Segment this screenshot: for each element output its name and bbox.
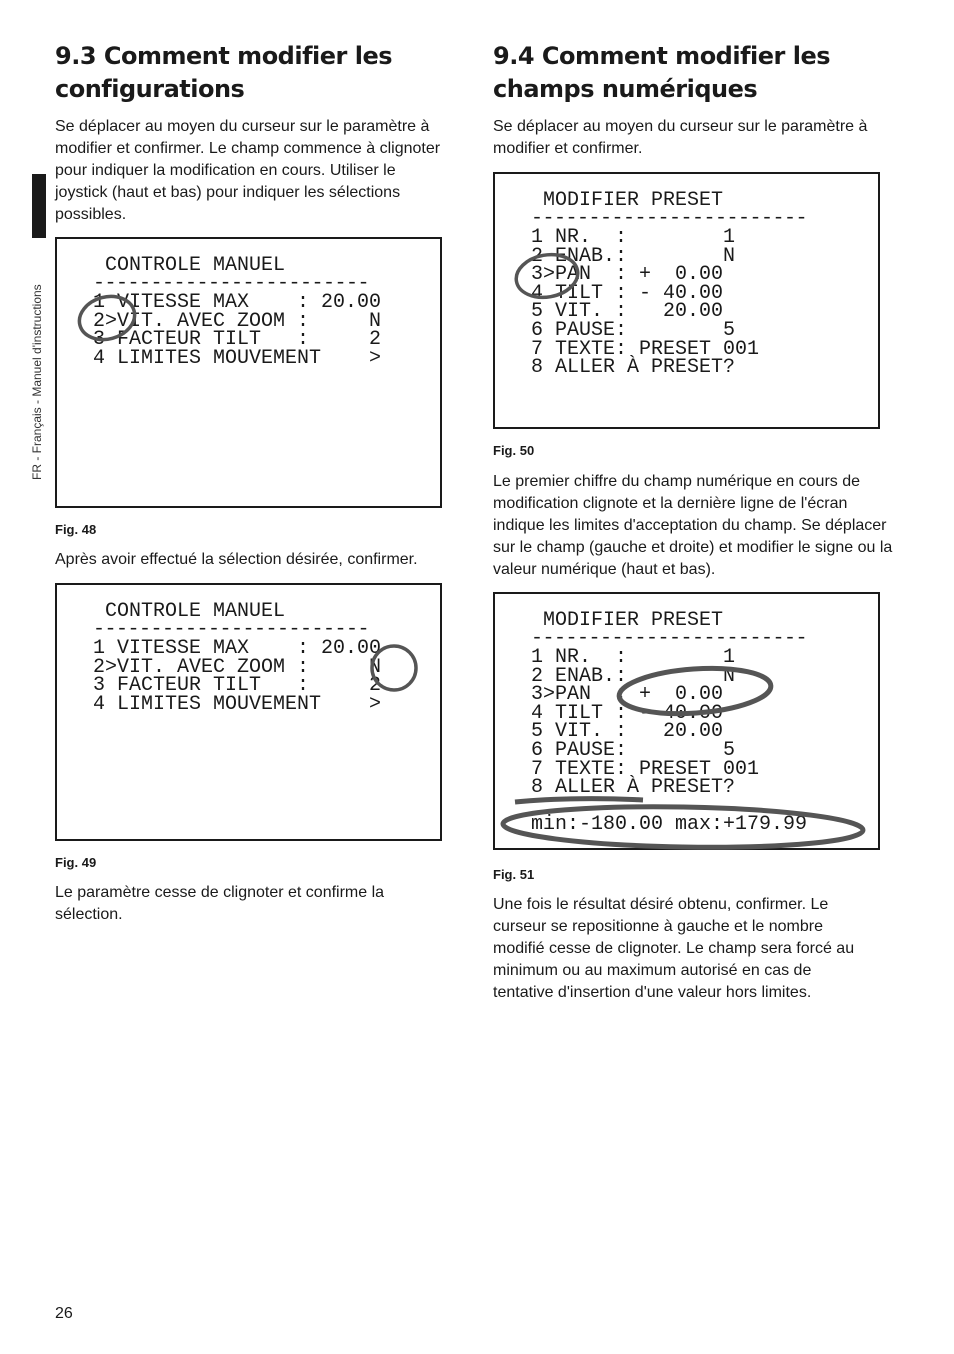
section-9-3-intro: Se déplacer au moyen du curseur sur le paramètre à modifier et confirmer. Le champ commence à clignoter pour indiquer la modification en cours. Utiliser le joystick (haut et bas) pour indiquer les sélections possibles. bbox=[55, 118, 441, 223]
fig-50-screen bbox=[493, 172, 880, 429]
section-9-3-after-select: Après avoir effectué la sélection désirée, confirmer. bbox=[55, 551, 418, 568]
fig-51-screen bbox=[493, 592, 880, 850]
screen-line-6: 6 PAUSE: 5 bbox=[531, 739, 736, 762]
heading-line-2: configurations bbox=[55, 75, 245, 103]
section-9-4-intro: Se déplacer au moyen du curseur sur le paramètre à modifier et confirmer. bbox=[493, 118, 868, 157]
screen-line-5: 5 VIT. : 20.00 bbox=[531, 300, 724, 324]
screen-title: CONTROLE MANUEL bbox=[105, 254, 286, 277]
screen-line-2: 2 ENAB.: N bbox=[531, 664, 736, 688]
screen-title: MODIFIER PRESET bbox=[543, 189, 724, 212]
screen-line-3: 3 FACTEUR TILT : 2 bbox=[93, 674, 382, 698]
screen-line-4: 4 TILT : - 40.00 bbox=[531, 281, 724, 305]
screen-line-1: 1 VITESSE MAX : 20.00 bbox=[93, 637, 382, 660]
section-9-3-conclusion: Le paramètre cesse de clignoter et confirme la sélection. bbox=[55, 884, 385, 923]
screen-line-4: 4 LIMITES MOUVEMENT > bbox=[93, 346, 382, 370]
screen-line-1: 1 NR. : 1 bbox=[531, 646, 736, 669]
heading-line-1: 9.4 Comment modifier les bbox=[493, 42, 831, 70]
screen-title: CONTROLE MANUEL bbox=[105, 600, 286, 623]
section-9-4-middle: Le premier chiffre du champ numérique en cours de modification clignote et la dernière ligne de l'écran indique les limites d'acceptation du champ. Se déplacer sur le champ (gauche et droite) et modifier le signe ou la valeur numérique (haut et bas). bbox=[493, 473, 893, 578]
screen-line-3: 3>PAN : + 0.00 bbox=[531, 263, 724, 287]
screen-line-7: 7 TEXTE: PRESET 001 bbox=[531, 337, 760, 361]
screen-line-3: 3 FACTEUR TILT : 2 bbox=[93, 328, 382, 352]
fig-48-label: Fig. 48 bbox=[55, 522, 97, 537]
screen-line-2: 2>VIT. AVEC ZOOM : N bbox=[93, 309, 382, 333]
screen-separator: ------------------------ bbox=[93, 618, 370, 641]
screen-line-6: 6 PAUSE: 5 bbox=[531, 319, 736, 342]
side-tab-marker bbox=[32, 174, 46, 238]
screen-title: MODIFIER PRESET bbox=[543, 609, 724, 632]
fig-51-label: Fig. 51 bbox=[493, 867, 535, 882]
screen-line-3: 3>PAN : + 0.00 bbox=[531, 683, 724, 707]
heading-line-1: 9.3 Comment modifier les bbox=[55, 42, 393, 70]
screen-line-8: 8 ALLER À PRESET? bbox=[531, 776, 736, 800]
screen-limits-line: min:-180.00 max:+179.99 bbox=[531, 813, 808, 836]
heading-line-2: champs numériques bbox=[493, 75, 758, 103]
section-9-4-heading bbox=[493, 40, 830, 106]
screen-line-8: 8 ALLER À PRESET? bbox=[531, 356, 736, 380]
fig-48-screen bbox=[55, 237, 442, 508]
screen-separator: ------------------------ bbox=[93, 272, 370, 295]
screen-line-1: 1 NR. : 1 bbox=[531, 226, 736, 249]
screen-separator: ------------------------ bbox=[531, 627, 808, 650]
screen-line-7: 7 TEXTE: PRESET 001 bbox=[531, 757, 760, 781]
fig-49-screen bbox=[55, 583, 442, 841]
fig-49-label: Fig. 49 bbox=[55, 855, 97, 870]
section-9-3-heading bbox=[55, 40, 392, 106]
screen-line-5: 5 VIT. : 20.00 bbox=[531, 720, 724, 744]
screen-line-1: 1 VITESSE MAX : 20.00 bbox=[93, 291, 382, 314]
screen-separator: ------------------------ bbox=[531, 207, 808, 230]
screen-line-2: 2>VIT. AVEC ZOOM : N bbox=[93, 655, 382, 679]
fig-50-label: Fig. 50 bbox=[493, 443, 535, 458]
screen-line-2: 2 ENAB.: N bbox=[531, 244, 736, 268]
screen-line-4: 4 TILT : - 40.00 bbox=[531, 701, 724, 725]
section-9-4-conclusion: Une fois le résultat désiré obtenu, confirmer. Le curseur se repositionne à gauche et le nombre modifié cesse de clignoter. Le champ sera forcé au minimum ou au maximum autorisé en cas de tentative d'insertion d'une valeur hors limites. bbox=[493, 896, 855, 1001]
page-number: 26 bbox=[55, 1305, 73, 1322]
screen-line-4: 4 LIMITES MOUVEMENT > bbox=[93, 692, 382, 716]
sidebar-language-label: FR - Français - Manuel d'instructions bbox=[30, 284, 44, 480]
